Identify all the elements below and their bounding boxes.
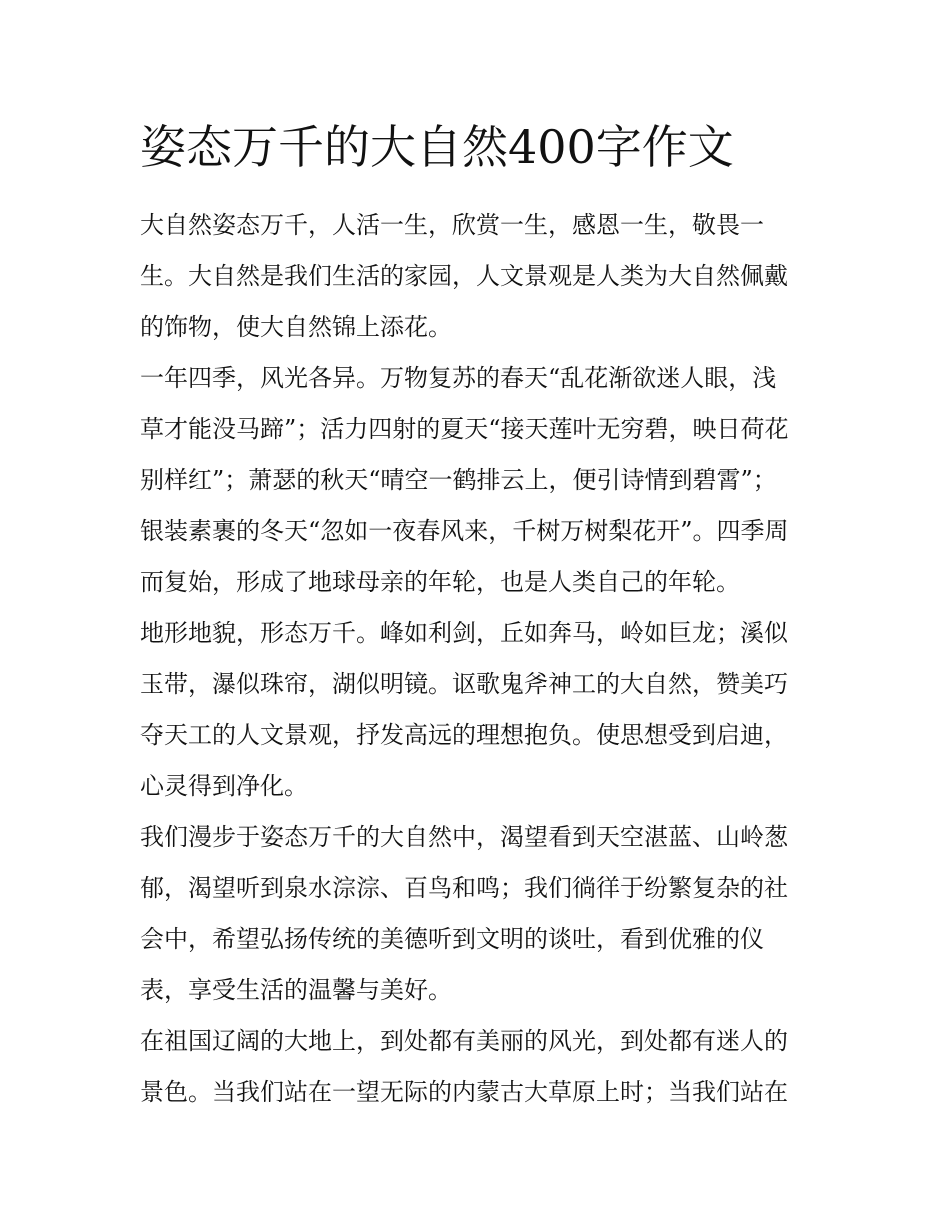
text-line: 我们漫步于姿态万千的大自然中，渴望看到天空湛蓝、山岭葱 (140, 823, 788, 851)
text-line: 玉带，瀑似珠帘，湖似明镜。讴歌鬼斧神工的大自然，赞美巧 (140, 670, 788, 698)
text-line: 大自然姿态万千，人活一生，欣赏一生，感恩一生，敬畏一 (140, 211, 764, 239)
text-line: 地形地貌，形态万千。峰如利剑，丘如奔马，岭如巨龙；溪似 (140, 619, 788, 647)
text-line: 别样红”；萧瑟的秋天“晴空一鹤排云上，便引诗情到碧霄”； (140, 466, 777, 494)
text-line: 心灵得到净化。 (140, 772, 308, 800)
essay-body (140, 200, 820, 1118)
text-line: 表，享受生活的温馨与美好。 (140, 976, 452, 1004)
paragraph-1 (140, 200, 820, 353)
text-line: 一年四季，风光各异。万物复苏的春天“乱花渐欲迷人眼，浅 (140, 364, 777, 392)
text-line: 夺天工的人文景观，抒发高远的理想抱负。使思想受到启迪， (140, 721, 788, 749)
text-line: 草才能没马蹄”；活力四射的夏天“接天莲叶无穷碧，映日荷花 (140, 415, 789, 443)
text-line: 而复始，形成了地球母亲的年轮，也是人类自己的年轮。 (140, 568, 740, 596)
page-title: 姿态万千的大自然400字作文 (140, 120, 734, 174)
paragraph-5 (140, 1016, 820, 1118)
text-line: 在祖国辽阔的大地上，到处都有美丽的风光，到处都有迷人的 (140, 1027, 788, 1055)
paragraph-3 (140, 608, 820, 812)
text-line: 景色。当我们站在一望无际的内蒙古大草原上时；当我们站在 (140, 1078, 788, 1106)
paragraph-2 (140, 353, 820, 608)
paragraph-4 (140, 812, 820, 1016)
text-line: 郁，渴望听到泉水淙淙、百鸟和鸣；我们徜徉于纷繁复杂的社 (140, 874, 788, 902)
text-line: 生。大自然是我们生活的家园，人文景观是人类为大自然佩戴 (140, 262, 788, 290)
text-line: 银装素裹的冬天“忽如一夜春风来，千树万树梨花开”。四季周 (140, 517, 789, 545)
text-line: 会中，希望弘扬传统的美德听到文明的谈吐，看到优雅的仪 (140, 925, 764, 953)
text-line: 的饰物，使大自然锦上添花。 (140, 313, 452, 341)
